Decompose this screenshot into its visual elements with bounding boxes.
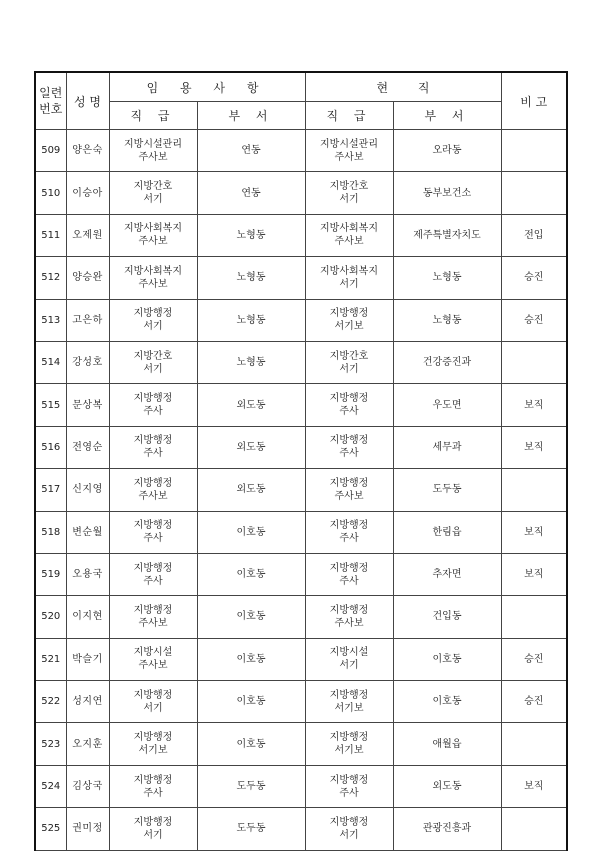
appoint-dept: 노형동 <box>197 341 305 383</box>
serial-number: 520 <box>35 596 66 638</box>
person-name: 문상복 <box>66 384 109 426</box>
remarks: 보직 <box>501 426 567 468</box>
remarks <box>501 469 567 511</box>
current-grade: 지방행정 주사 <box>305 765 393 807</box>
table-row <box>35 426 567 468</box>
appoint-dept: 노형동 <box>197 257 305 299</box>
current-dept: 오라동 <box>393 130 501 172</box>
remarks: 보직 <box>501 553 567 595</box>
appoint-grade: 지방행정 서기 <box>109 681 197 723</box>
appoint-grade: 지방행정 주사 <box>109 553 197 595</box>
table-row <box>35 299 567 341</box>
remarks <box>501 130 567 172</box>
appoint-dept: 노형동 <box>197 299 305 341</box>
current-grade: 지방시설 서기 <box>305 638 393 680</box>
current-grade: 지방시설관리 주사보 <box>305 130 393 172</box>
appoint-dept: 외도동 <box>197 469 305 511</box>
serial-number: 512 <box>35 257 66 299</box>
appoint-grade: 지방행정 주사보 <box>109 596 197 638</box>
person-name: 전영순 <box>66 426 109 468</box>
appoint-grade: 지방행정 주사 <box>109 511 197 553</box>
header-remarks: 비 고 <box>501 72 567 130</box>
table-row <box>35 257 567 299</box>
appoint-grade: 지방간호 서기 <box>109 172 197 214</box>
current-dept: 관광진흥과 <box>393 808 501 850</box>
serial-number: 511 <box>35 214 66 256</box>
appoint-grade: 지방행정 주사보 <box>109 469 197 511</box>
remarks: 보직 <box>501 765 567 807</box>
header-current-dept: 부 서 <box>393 102 501 130</box>
table-row <box>35 638 567 680</box>
table-header <box>35 72 567 130</box>
remarks <box>501 172 567 214</box>
current-dept: 제주특별자치도 <box>393 214 501 256</box>
current-dept: 한림읍 <box>393 511 501 553</box>
table-row <box>35 172 567 214</box>
remarks: 전입 <box>501 214 567 256</box>
header-current-position: 현 직 <box>305 72 501 102</box>
serial-number: 516 <box>35 426 66 468</box>
header-appoint-grade: 직 급 <box>109 102 197 130</box>
current-dept: 세무과 <box>393 426 501 468</box>
serial-number: 525 <box>35 808 66 850</box>
appoint-grade: 지방시설관리 주사보 <box>109 130 197 172</box>
current-dept: 도두동 <box>393 469 501 511</box>
remarks: 보직 <box>501 511 567 553</box>
appoint-grade: 지방사회복지 주사보 <box>109 257 197 299</box>
table-row <box>35 384 567 426</box>
table-row <box>35 723 567 765</box>
current-dept: 추자면 <box>393 553 501 595</box>
current-dept: 건강증진과 <box>393 341 501 383</box>
person-name: 권미정 <box>66 808 109 850</box>
serial-number: 524 <box>35 765 66 807</box>
remarks <box>501 808 567 850</box>
appoint-dept: 노형동 <box>197 214 305 256</box>
appoint-dept: 이호동 <box>197 553 305 595</box>
header-serial-number: 일련 번호 <box>35 72 66 130</box>
appoint-grade: 지방행정 서기 <box>109 299 197 341</box>
current-grade: 지방행정 서기보 <box>305 723 393 765</box>
table-row <box>35 681 567 723</box>
table-row <box>35 765 567 807</box>
current-dept: 이호동 <box>393 681 501 723</box>
serial-number: 517 <box>35 469 66 511</box>
person-name: 신지영 <box>66 469 109 511</box>
current-grade: 지방행정 주사 <box>305 511 393 553</box>
person-name: 양은숙 <box>66 130 109 172</box>
serial-number: 513 <box>35 299 66 341</box>
personnel-table <box>34 71 568 851</box>
appoint-grade: 지방행정 서기 <box>109 808 197 850</box>
remarks: 보직 <box>501 384 567 426</box>
appoint-grade: 지방행정 주사 <box>109 426 197 468</box>
person-name: 이승아 <box>66 172 109 214</box>
appoint-dept: 연동 <box>197 130 305 172</box>
current-grade: 지방간호 서기 <box>305 172 393 214</box>
remarks: 승진 <box>501 681 567 723</box>
appoint-dept: 이호동 <box>197 723 305 765</box>
serial-number: 509 <box>35 130 66 172</box>
table-body <box>35 130 567 851</box>
current-dept: 동부보건소 <box>393 172 501 214</box>
remarks <box>501 596 567 638</box>
serial-number: 521 <box>35 638 66 680</box>
person-name: 강성호 <box>66 341 109 383</box>
header-current-grade: 직 급 <box>305 102 393 130</box>
current-grade: 지방행정 주사보 <box>305 469 393 511</box>
serial-number: 518 <box>35 511 66 553</box>
remarks <box>501 723 567 765</box>
appoint-dept: 연동 <box>197 172 305 214</box>
person-name: 이지현 <box>66 596 109 638</box>
header-appointment: 임 용 사 항 <box>109 72 305 102</box>
serial-number: 523 <box>35 723 66 765</box>
current-grade: 지방사회복지 주사보 <box>305 214 393 256</box>
current-dept: 우도면 <box>393 384 501 426</box>
table-row <box>35 469 567 511</box>
remarks: 승진 <box>501 638 567 680</box>
serial-number: 515 <box>35 384 66 426</box>
appoint-dept: 도두동 <box>197 808 305 850</box>
person-name: 오제원 <box>66 214 109 256</box>
header-name: 성 명 <box>66 72 109 130</box>
current-grade: 지방사회복지 서기 <box>305 257 393 299</box>
appoint-dept: 도두동 <box>197 765 305 807</box>
current-grade: 지방행정 서기보 <box>305 299 393 341</box>
current-dept: 애월읍 <box>393 723 501 765</box>
appoint-grade: 지방행정 주사 <box>109 765 197 807</box>
person-name: 양승완 <box>66 257 109 299</box>
table-row <box>35 130 567 172</box>
person-name: 성지연 <box>66 681 109 723</box>
current-dept: 노형동 <box>393 257 501 299</box>
appoint-grade: 지방간호 서기 <box>109 341 197 383</box>
remarks <box>501 341 567 383</box>
table-row <box>35 808 567 850</box>
person-name: 오용국 <box>66 553 109 595</box>
remarks: 승진 <box>501 299 567 341</box>
appoint-dept: 외도동 <box>197 384 305 426</box>
appoint-dept: 이호동 <box>197 596 305 638</box>
appoint-dept: 이호동 <box>197 681 305 723</box>
appoint-dept: 이호동 <box>197 638 305 680</box>
current-dept: 노형동 <box>393 299 501 341</box>
serial-number: 522 <box>35 681 66 723</box>
current-dept: 외도동 <box>393 765 501 807</box>
current-grade: 지방행정 주사 <box>305 553 393 595</box>
person-name: 박슬기 <box>66 638 109 680</box>
table-row <box>35 553 567 595</box>
current-dept: 건입동 <box>393 596 501 638</box>
person-name: 변순월 <box>66 511 109 553</box>
current-grade: 지방행정 서기 <box>305 808 393 850</box>
table-row <box>35 341 567 383</box>
person-name: 고은하 <box>66 299 109 341</box>
remarks: 승진 <box>501 257 567 299</box>
appoint-dept: 이호동 <box>197 511 305 553</box>
person-name: 김상국 <box>66 765 109 807</box>
table-row <box>35 596 567 638</box>
appoint-grade: 지방시설 주사보 <box>109 638 197 680</box>
header-appoint-dept: 부 서 <box>197 102 305 130</box>
current-grade: 지방간호 서기 <box>305 341 393 383</box>
appoint-dept: 외도동 <box>197 426 305 468</box>
table-row <box>35 511 567 553</box>
serial-number: 519 <box>35 553 66 595</box>
person-name: 오지훈 <box>66 723 109 765</box>
appoint-grade: 지방행정 주사 <box>109 384 197 426</box>
current-grade: 지방행정 서기보 <box>305 681 393 723</box>
serial-number: 514 <box>35 341 66 383</box>
serial-number: 510 <box>35 172 66 214</box>
current-grade: 지방행정 주사 <box>305 426 393 468</box>
appoint-grade: 지방사회복지 주사보 <box>109 214 197 256</box>
current-dept: 이호동 <box>393 638 501 680</box>
appoint-grade: 지방행정 서기보 <box>109 723 197 765</box>
table-row <box>35 214 567 256</box>
current-grade: 지방행정 주사보 <box>305 596 393 638</box>
current-grade: 지방행정 주사 <box>305 384 393 426</box>
